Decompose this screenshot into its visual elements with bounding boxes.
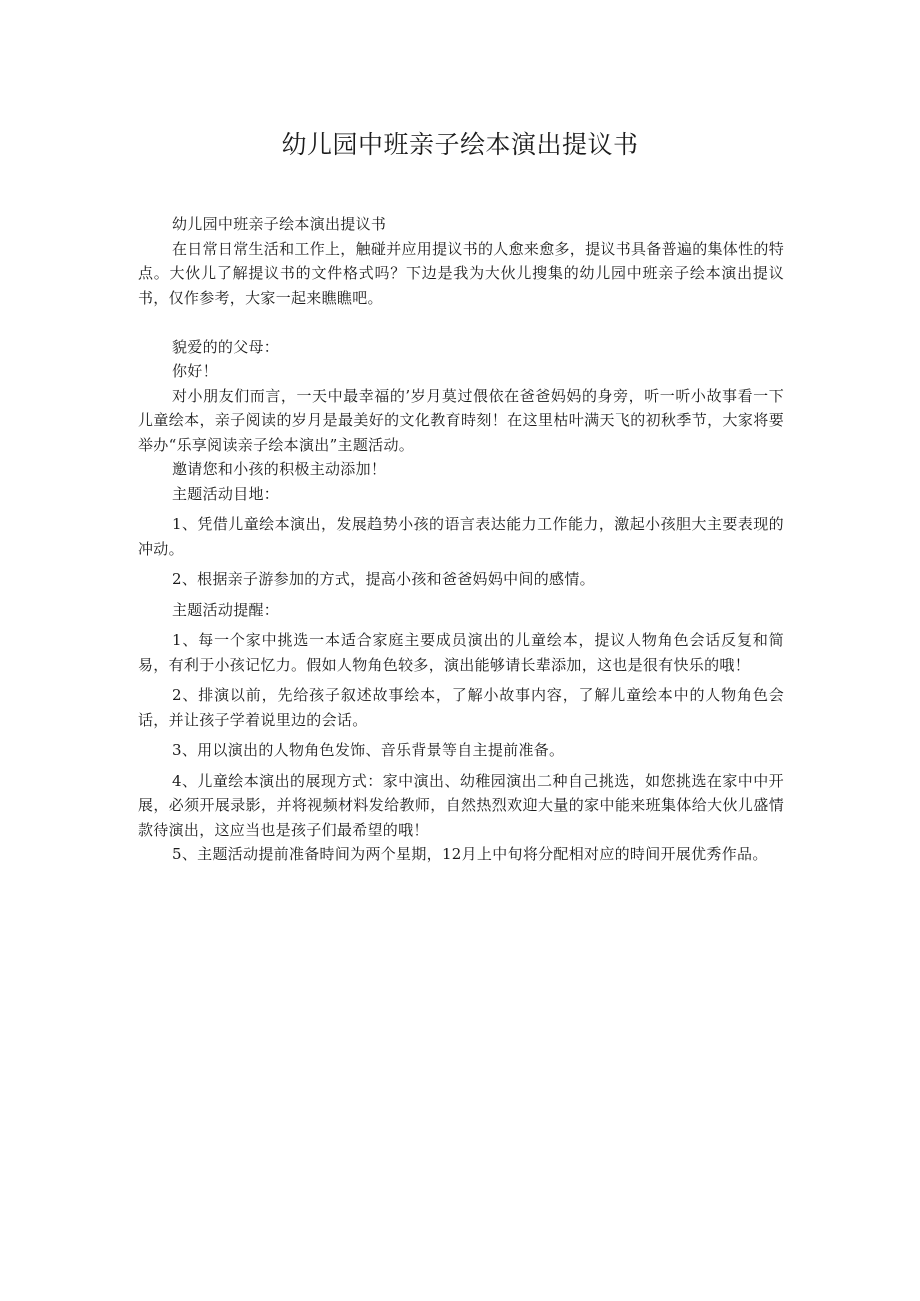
greeting: 你好！	[172, 362, 218, 380]
subtitle-paragraph: 幼儿园中班亲子绘本演出提议书	[172, 215, 387, 233]
reminders-heading: 主题活动提醒：	[172, 600, 280, 619]
goals-heading: 主题活动目地：	[172, 484, 280, 503]
intro-paragraph: 在日常日常生活和工作上，触碰并应用提议书的人愈来愈多，提议书具备普遍的集体性的特点。大伙儿了解提议书的文件格式吗？下边是我为大伙儿搜集的幼儿园中班亲子绘本演出提议书，仅作参考，大家一起来瞧瞧吧。	[138, 239, 785, 307]
reminder-item-4: 4、儿童绘本演出的展现方式：家中演出、幼稚园演出二种自己挑选，如您挑选在家中中开展，必须开展录影，并将视频材料发给教师，自然热烈欢迎大量的家中能来班集体给大伙儿盛情款待演出，这应当也是孩子们最希望的哦！	[138, 771, 784, 839]
goal-item-1: 1、凭借儿童绘本演出，发展趋势小孩的语言表达能力工作能力，激起小孩胆大主要表现的冲动。	[138, 515, 784, 558]
reminder-item-1: 1、每一个家中挑选一本适合家庭主要成员演出的儿童绘本，提议人物角色会话反复和简易，有利于小孩记忆力。假如人物角色较多，演出能够请长辈添加，这也是很有快乐的哦！	[138, 631, 784, 674]
document-body	[138, 212, 784, 867]
salutation: 貌爱的的父母：	[172, 337, 280, 356]
goal-item-2: 2、根据亲子游参加的方式，提高小孩和爸爸妈妈中间的感情。	[172, 570, 595, 588]
reminder-item-2: 2、排演以前，先给孩子叙述故事绘本，了解小故事内容，了解儿童绘本中的人物角色会话，并让孩子学着说里边的会话。	[138, 686, 784, 729]
reminder-item-5: 5、主题活动提前准备時间为两个星期，12月上中旬将分配相对应的時间开展优秀作品。	[172, 845, 768, 863]
background-paragraph: 对小朋友们而言，一天中最幸福的’岁月莫过偎依在爸爸妈妈的身旁，听一听小故事看一下儿童绘本，亲子阅读的岁月是最美好的文化教育時刻！在这里枯叶满天飞的初秋季节，大家将要举办“乐享阅读亲子绘本演出”主题活动。	[138, 386, 784, 454]
reminder-item-3: 3、用以演出的人物角色发饰、音乐背景等自主提前准备。	[172, 741, 565, 759]
page-title: 幼儿园中班亲子绘本演出提议书	[281, 130, 639, 159]
invitation-paragraph: 邀请您和小孩的积极主动添加！	[172, 460, 387, 478]
